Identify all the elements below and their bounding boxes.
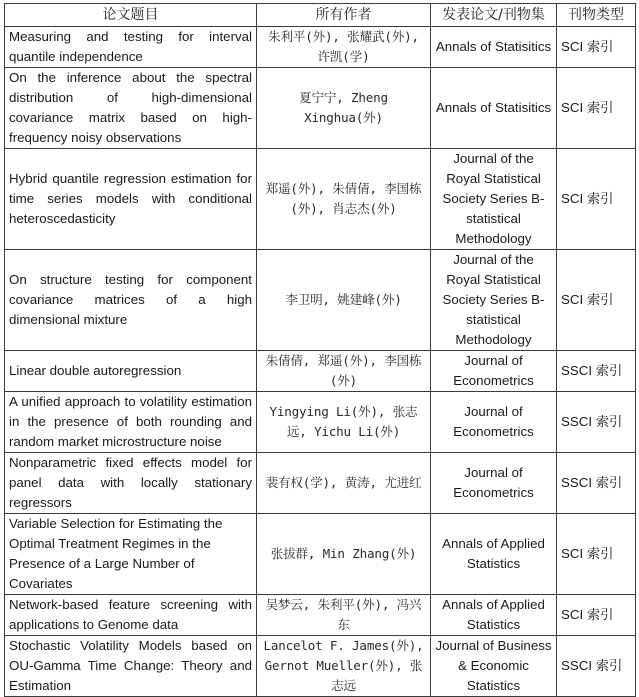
- journal-type: SCI 索引: [557, 27, 636, 68]
- paper-journal: Annals of Statisitics: [431, 68, 557, 149]
- paper-title: Linear double autoregression: [5, 351, 257, 392]
- paper-title: Nonparametric fixed effects model for panel data with locally stationary regressors: [5, 453, 257, 514]
- journal-type: SSCI 索引: [557, 392, 636, 453]
- paper-journal: Journal of Business & Economic Statistics: [431, 636, 557, 697]
- journal-type: SCI 索引: [557, 68, 636, 149]
- paper-title: On structure testing for component covariance matrices of a high dimensional mixture: [5, 250, 257, 351]
- journal-type: SCI 索引: [557, 149, 636, 250]
- header-type: 刊物类型: [557, 4, 636, 27]
- paper-journal: Annals of Statisitics: [431, 27, 557, 68]
- header-journal: 发表论文/刊物集: [431, 4, 557, 27]
- journal-type: SCI 索引: [557, 250, 636, 351]
- table-row: [5, 351, 636, 392]
- header-title: 论文题目: [5, 4, 257, 27]
- table-row: [5, 250, 636, 351]
- paper-authors: Yingying Li(外), 张志远, Yichu Li(外): [257, 392, 431, 453]
- paper-journal: Annals of Applied Statistics: [431, 595, 557, 636]
- table-row: [5, 453, 636, 514]
- paper-authors: 郑遥(外), 朱倩倩, 李国栋(外), 肖志杰(外): [257, 149, 431, 250]
- paper-title: Variable Selection for Estimating the Optimal Treatment Regimes in the Presence of a Large Number of Covariates: [5, 514, 257, 595]
- paper-journal: Annals of Applied Statistics: [431, 514, 557, 595]
- table-row: [5, 392, 636, 453]
- table-row: [5, 68, 636, 149]
- paper-authors: 吴梦云, 朱利平(外), 冯兴东: [257, 595, 431, 636]
- paper-authors: 夏宁宁, Zheng Xinghua(外): [257, 68, 431, 149]
- table-row: [5, 514, 636, 595]
- paper-title: Hybrid quantile regression estimation for time series models with conditional heteroscedasticity: [5, 149, 257, 250]
- journal-type: SSCI 索引: [557, 636, 636, 697]
- paper-authors: 李卫明, 姚建峰(外): [257, 250, 431, 351]
- paper-title: Network-based feature screening with applications to Genome data: [5, 595, 257, 636]
- table-row: [5, 27, 636, 68]
- paper-title: Measuring and testing for interval quantile independence: [5, 27, 257, 68]
- paper-title: On the inference about the spectral distribution of high-dimensional covariance matrix based on high-frequency noisy observations: [5, 68, 257, 149]
- header-row: [5, 4, 636, 27]
- paper-authors: 裴有权(学), 黄涛, 尤进红: [257, 453, 431, 514]
- paper-journal: Journal of Econometrics: [431, 453, 557, 514]
- paper-journal: Journal of the Royal Statistical Society Series B-statistical Methodology: [431, 149, 557, 250]
- table-row: [5, 595, 636, 636]
- publications-table: [4, 3, 636, 697]
- paper-authors: 朱倩倩, 郑遥(外), 李国栋(外): [257, 351, 431, 392]
- table-row: [5, 149, 636, 250]
- journal-type: SCI 索引: [557, 595, 636, 636]
- header-authors: 所有作者: [257, 4, 431, 27]
- journal-type: SCI 索引: [557, 514, 636, 595]
- paper-journal: Journal of Econometrics: [431, 392, 557, 453]
- paper-authors: Lancelot F. James(外), Gernot Mueller(外), 张志远: [257, 636, 431, 697]
- journal-type: SSCI 索引: [557, 453, 636, 514]
- paper-journal: Journal of the Royal Statistical Society Series B-statistical Methodology: [431, 250, 557, 351]
- journal-type: SSCI 索引: [557, 351, 636, 392]
- table-row: [5, 636, 636, 697]
- paper-authors: 张拔群, Min Zhang(外): [257, 514, 431, 595]
- paper-journal: Journal of Econometrics: [431, 351, 557, 392]
- paper-authors: 朱利平(外), 张耀武(外), 许凯(学): [257, 27, 431, 68]
- paper-title: Stochastic Volatility Models based on OU-Gamma Time Change: Theory and Estimation: [5, 636, 257, 697]
- paper-title: A unified approach to volatility estimation in the presence of both rounding and random market microstructure noise: [5, 392, 257, 453]
